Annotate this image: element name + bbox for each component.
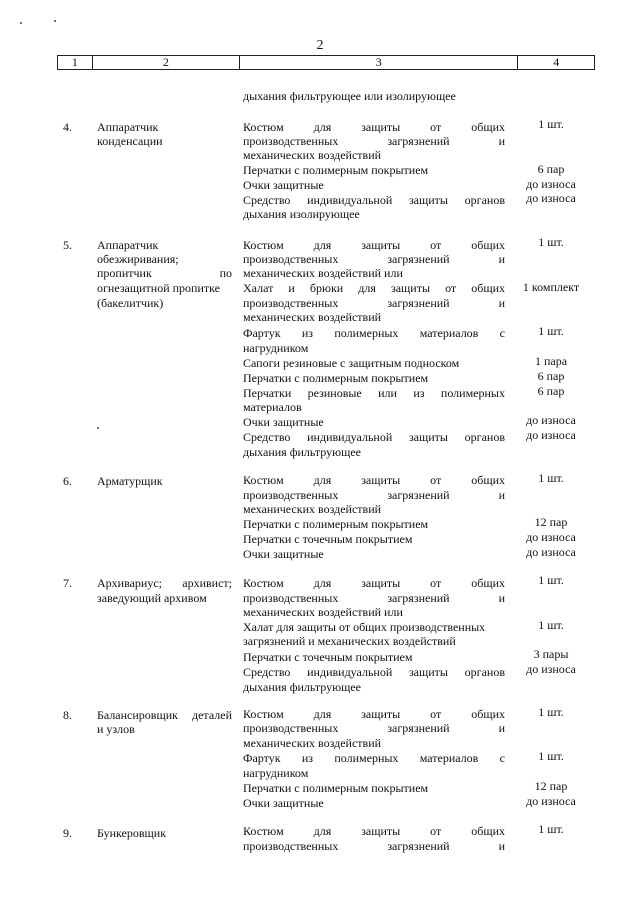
ppe-item-line: Перчатки с точечным покрытием xyxy=(243,650,413,664)
quantity: 1 шт. xyxy=(538,117,564,131)
continuation-text: дыхания фильтрующее или изолирующее xyxy=(243,89,456,103)
ppe-item-line: Костюм для защиты от общих xyxy=(243,824,505,838)
scan-speck xyxy=(54,20,56,22)
job-title-line: обезжиривания; xyxy=(97,252,179,266)
ppe-item-line: Фартук из полимерных материалов с xyxy=(243,326,505,340)
job-title-line: Аппаратчик xyxy=(97,120,159,134)
ppe-item-line: Костюм для защиты от общих xyxy=(243,238,505,252)
quantity: 1 шт. xyxy=(538,618,564,632)
ppe-item-line: механических воздействий или xyxy=(243,266,403,280)
ppe-item-line: нагрудником xyxy=(243,766,309,780)
quantity: 1 шт. xyxy=(538,749,564,763)
entry-number: 7. xyxy=(63,576,72,590)
ppe-item-line: Сапоги резиновые с защитным подноском xyxy=(243,356,460,370)
ppe-item-line: Перчатки с полимерным покрытием xyxy=(243,517,429,531)
scan-speck xyxy=(97,427,99,429)
ppe-item-line: Очки защитные xyxy=(243,415,324,429)
entry-number: 5. xyxy=(63,238,72,252)
quantity: 6 пар xyxy=(537,384,565,398)
ppe-item-line: Очки защитные xyxy=(243,178,324,192)
quantity: до износа xyxy=(526,177,576,191)
quantity: 1 шт. xyxy=(538,573,564,587)
ppe-item-line: Перчатки с точечным покрытием xyxy=(243,532,413,546)
ppe-item-line: производственных загрязнений и xyxy=(243,488,505,502)
ppe-item-line: Средство индивидуальной защиты органов xyxy=(243,665,505,679)
entry-number: 6. xyxy=(63,474,72,488)
quantity: 6 пар xyxy=(537,369,565,383)
quantity: до износа xyxy=(526,413,576,427)
ppe-item-line: дыхания изолирующее xyxy=(243,207,360,221)
ppe-item-line: производственных загрязнений и xyxy=(243,134,505,148)
job-title-line: пропитчик по xyxy=(97,266,232,280)
ppe-item-line: материалов xyxy=(243,400,302,414)
job-title-line: Арматурщик xyxy=(97,474,163,488)
ppe-item-line: Халат для защиты от общих производственных xyxy=(243,620,486,634)
ppe-item-line: Средство индивидуальной защиты органов xyxy=(243,193,505,207)
column-header-3: 3 xyxy=(240,56,518,70)
ppe-item-line: производственных загрязнений и xyxy=(243,252,505,266)
ppe-item-line: Перчатки с полимерным покрытием xyxy=(243,371,429,385)
quantity: 1 шт. xyxy=(538,705,564,719)
job-title-line: Бункеровщик xyxy=(97,826,167,840)
job-title-line: Архивариус; архивист; xyxy=(97,576,232,590)
entry-number: 8. xyxy=(63,708,72,722)
quantity: до износа xyxy=(526,794,576,808)
ppe-item-line: Костюм для защиты от общих xyxy=(243,707,505,721)
quantity: до износа xyxy=(526,428,576,442)
ppe-item-line: механических воздействий xyxy=(243,148,382,162)
ppe-item-line: механических воздействий xyxy=(243,502,382,516)
quantity: 3 пары xyxy=(533,647,569,661)
quantity: 12 пар xyxy=(534,515,568,529)
quantity: 1 шт. xyxy=(538,471,564,485)
column-header-table xyxy=(57,55,595,70)
ppe-item-line: Перчатки резиновые или из полимерных xyxy=(243,386,505,400)
ppe-item-line: Средство индивидуальной защиты органов xyxy=(243,430,505,444)
ppe-item-line: Халат и брюки для защиты от общих xyxy=(243,281,505,295)
quantity: до износа xyxy=(526,191,576,205)
ppe-item-line: Перчатки с полимерным покрытием xyxy=(243,781,429,795)
quantity: 6 пар xyxy=(537,162,565,176)
ppe-item-line: загрязнений и механических воздействий xyxy=(243,634,456,648)
ppe-item-line: дыхания фильтрующее xyxy=(243,680,361,694)
ppe-item-line: дыхания фильтрующее xyxy=(243,445,361,459)
ppe-item-line: Очки защитные xyxy=(243,796,324,810)
quantity: 1 шт. xyxy=(538,324,564,338)
quantity: до износа xyxy=(526,530,576,544)
job-title-line: заведующий архивом xyxy=(97,591,207,605)
ppe-item-line: Костюм для защиты от общих xyxy=(243,120,505,134)
quantity: 1 пара xyxy=(534,354,568,368)
quantity: 1 комплект xyxy=(522,280,580,294)
job-title-line: Балансировщик деталей xyxy=(97,708,232,722)
job-title-line: конденсации xyxy=(97,134,163,148)
ppe-item-line: механических воздействий xyxy=(243,736,382,750)
ppe-item-line: производственных загрязнений и xyxy=(243,721,505,735)
job-title-line: Аппаратчик xyxy=(97,238,159,252)
ppe-item-line: Фартук из полимерных материалов с xyxy=(243,751,505,765)
ppe-item-line: Костюм для защиты от общих xyxy=(243,576,505,590)
ppe-item-line: Костюм для защиты от общих xyxy=(243,473,505,487)
column-header-2: 2 xyxy=(92,56,239,70)
job-title-line: огнезащитной пропитке xyxy=(97,281,220,295)
quantity: 1 шт. xyxy=(538,822,564,836)
column-header-1: 1 xyxy=(58,56,93,70)
ppe-item-line: производственных загрязнений и xyxy=(243,839,505,853)
quantity: 12 пар xyxy=(534,779,568,793)
ppe-item-line: производственных загрязнений и xyxy=(243,296,505,310)
quantity: 1 шт. xyxy=(538,235,564,249)
ppe-item-line: нагрудником xyxy=(243,341,309,355)
ppe-item-line: производственных загрязнений и xyxy=(243,591,505,605)
ppe-item-line: механических воздействий или xyxy=(243,605,403,619)
entry-number: 4. xyxy=(63,120,72,134)
column-header-4: 4 xyxy=(518,56,595,70)
job-title-line: (бакелитчик) xyxy=(97,296,164,310)
quantity: до износа xyxy=(526,662,576,676)
page-number: 2 xyxy=(316,38,324,53)
quantity: до износа xyxy=(526,545,576,559)
ppe-item-line: механических воздействий xyxy=(243,310,382,324)
entry-number: 9. xyxy=(63,826,72,840)
scan-speck xyxy=(20,22,22,24)
ppe-item-line: Очки защитные xyxy=(243,547,324,561)
job-title-line: и узлов xyxy=(97,722,135,736)
ppe-item-line: Перчатки с полимерным покрытием xyxy=(243,163,429,177)
